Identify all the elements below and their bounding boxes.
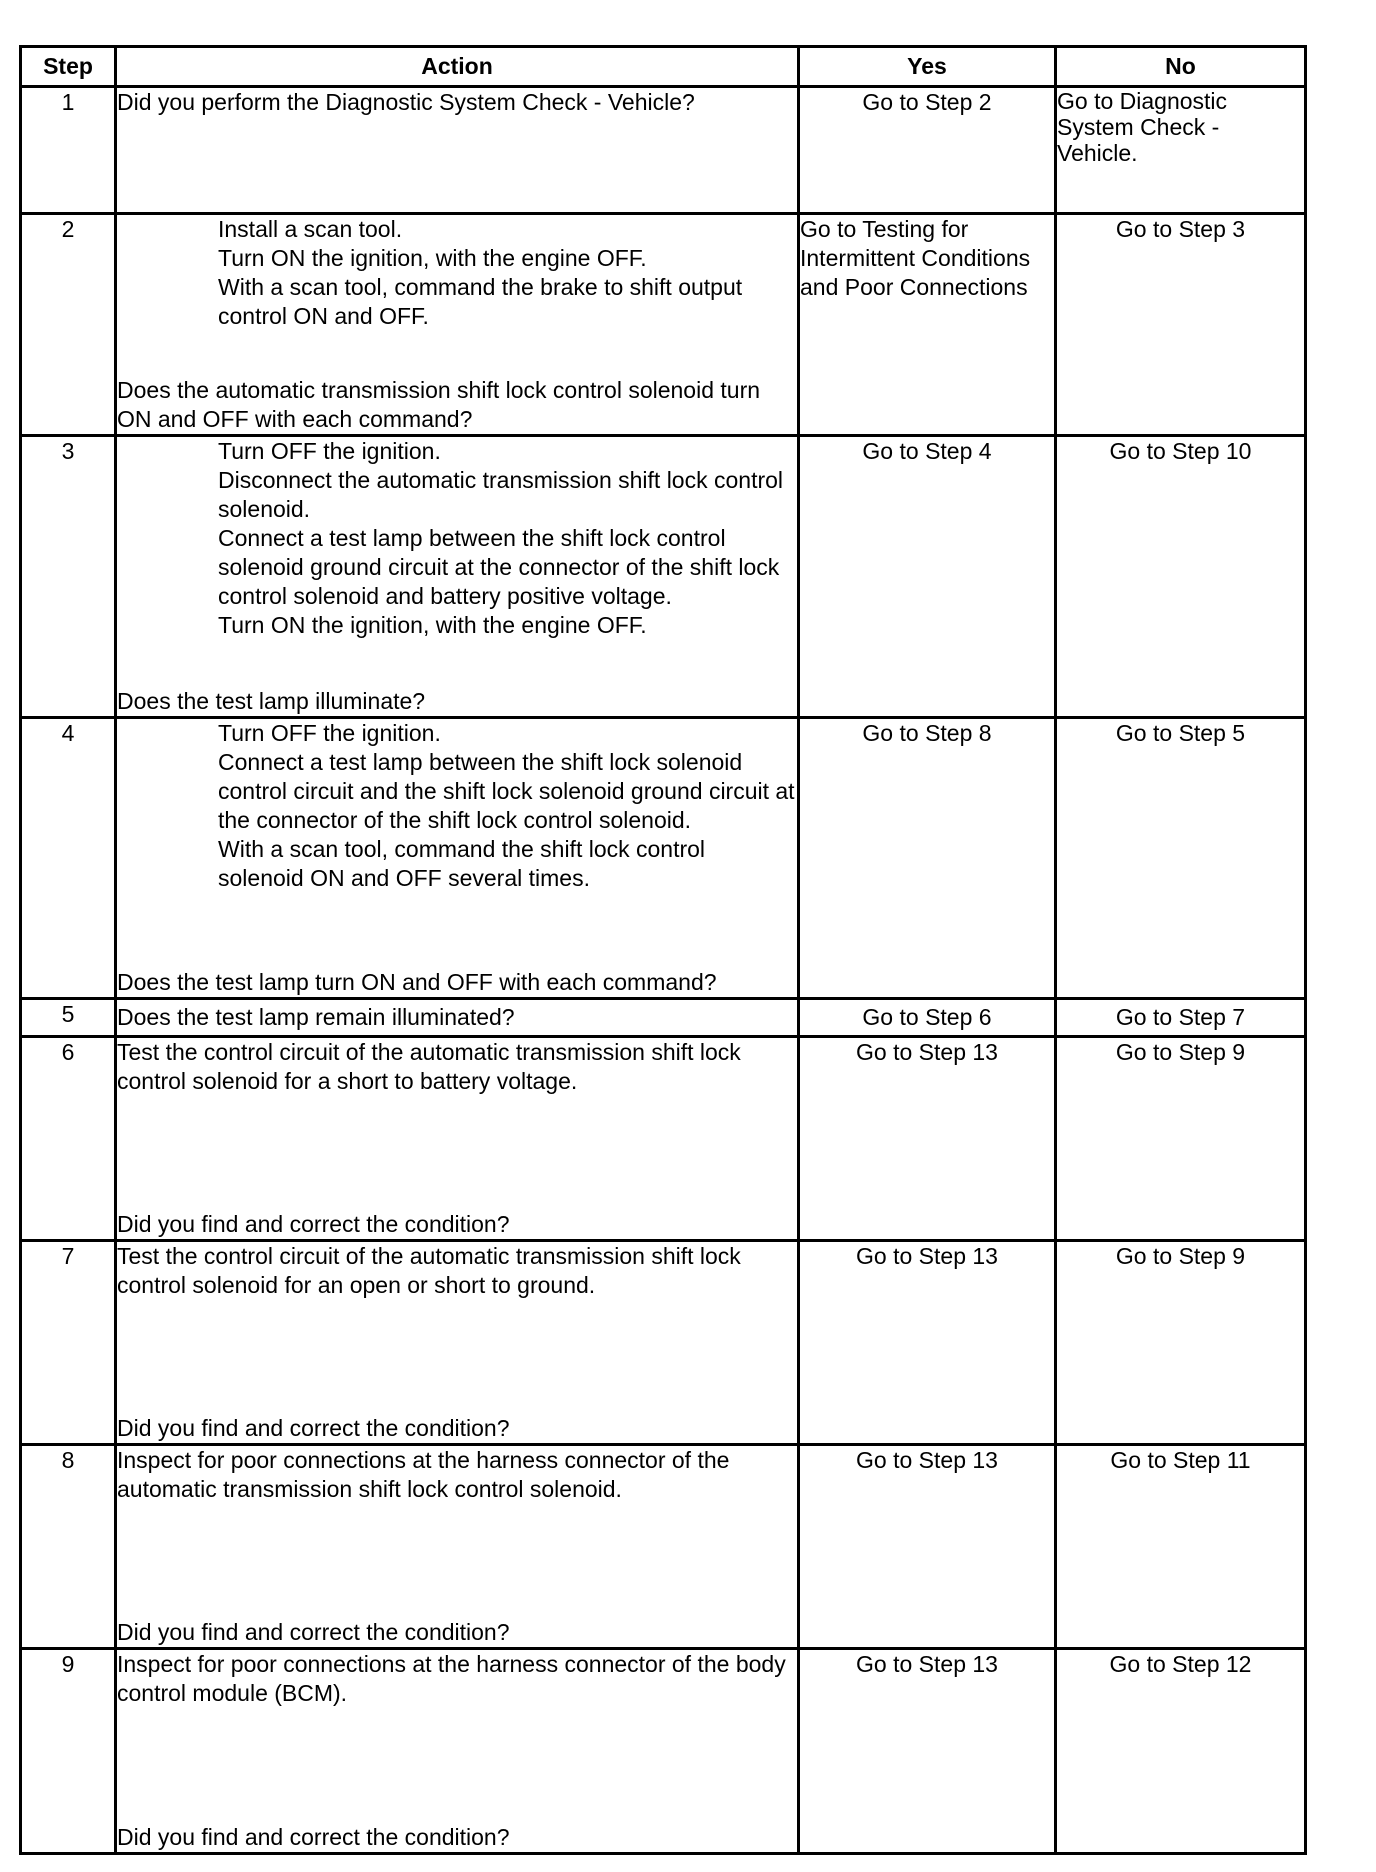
action-cell — [116, 87, 799, 214]
no-result: Go to Step 10 — [1056, 436, 1306, 718]
step-number: 7 — [21, 1241, 116, 1445]
table-row — [21, 87, 1306, 214]
no-result: Go to Diagnostic System Check - Vehicle. — [1056, 87, 1306, 214]
action-cell — [116, 999, 799, 1037]
step-number: 9 — [21, 1649, 116, 1854]
step-number: 1 — [21, 87, 116, 214]
step-number: 3 — [21, 436, 116, 718]
substep: With a scan tool, command the brake to shift output control ON and OFF. — [218, 274, 743, 329]
no-result: Go to Step 9 — [1056, 1241, 1306, 1445]
action-question: Did you find and correct the condition? — [117, 1824, 510, 1850]
substep: Install a scan tool. — [218, 216, 403, 242]
action-description: Test the control circuit of the automatic transmission shift lock control solenoid for an open or short to ground. — [117, 1243, 741, 1298]
no-result: Go to Step 7 — [1056, 999, 1306, 1037]
action-cell — [116, 718, 799, 999]
table-row — [21, 1037, 1306, 1241]
substep-list — [117, 437, 797, 640]
substep: Connect a test lamp between the shift lock solenoid control circuit and the shift lock solenoid ground circuit at the connector of the shift lock control solenoid. — [218, 749, 795, 833]
substep: Disconnect the automatic transmission shift lock control solenoid. — [218, 467, 784, 522]
header-step: Step — [21, 47, 116, 87]
header-action: Action — [116, 47, 799, 87]
yes-result: Go to Step 13 — [799, 1649, 1056, 1854]
step-number: 5 — [21, 999, 116, 1037]
action-question: Did you find and correct the condition? — [117, 1619, 510, 1645]
substep: Turn OFF the ignition. — [218, 438, 441, 464]
substep: Turn OFF the ignition. — [218, 720, 441, 746]
substep: Turn ON the ignition, with the engine OFF. — [218, 245, 647, 271]
table-row — [21, 214, 1306, 436]
substep-list — [117, 719, 797, 893]
yes-result: Go to Step 13 — [799, 1445, 1056, 1649]
step-number: 8 — [21, 1445, 116, 1649]
yes-result: Go to Step 13 — [799, 1241, 1056, 1445]
diagnostic-table — [19, 45, 1307, 1855]
action-question: Did you find and correct the condition? — [117, 1415, 510, 1441]
action-question: Does the automatic transmission shift lock control solenoid turn ON and OFF with each command? — [117, 377, 761, 432]
yes-result: Go to Step 13 — [799, 1037, 1056, 1241]
step-number: 4 — [21, 718, 116, 999]
table-row — [21, 436, 1306, 718]
no-result: Go to Step 11 — [1056, 1445, 1306, 1649]
no-result: Go to Step 9 — [1056, 1037, 1306, 1241]
header-no: No — [1056, 47, 1306, 87]
action-question: Does the test lamp illuminate? — [117, 688, 426, 714]
action-cell — [116, 1037, 799, 1241]
yes-result: Go to Step 4 — [799, 436, 1056, 718]
step-number: 2 — [21, 214, 116, 436]
yes-result: Go to Step 6 — [799, 999, 1056, 1037]
action-cell — [116, 1445, 799, 1649]
action-question: Did you perform the Diagnostic System Check - Vehicle? — [117, 89, 695, 115]
table-row — [21, 999, 1306, 1037]
yes-result: Go to Testing for Intermittent Conditions and Poor Connections — [799, 214, 1056, 436]
action-cell — [116, 1241, 799, 1445]
action-question: Does the test lamp turn ON and OFF with each command? — [117, 969, 717, 995]
yes-result: Go to Step 8 — [799, 718, 1056, 999]
step-number: 6 — [21, 1037, 116, 1241]
no-result: Go to Step 3 — [1056, 214, 1306, 436]
substep: Connect a test lamp between the shift lock control solenoid ground circuit at the connector of the shift lock control solenoid and battery positive voltage. — [218, 525, 780, 609]
table-row — [21, 1445, 1306, 1649]
table-row — [21, 1241, 1306, 1445]
yes-result: Go to Step 2 — [799, 87, 1056, 214]
action-description: Test the control circuit of the automatic transmission shift lock control solenoid for a short to battery voltage. — [117, 1039, 741, 1094]
action-description: Inspect for poor connections at the harness connector of the body control module (BCM). — [117, 1651, 786, 1706]
no-result: Go to Step 12 — [1056, 1649, 1306, 1854]
substep: With a scan tool, command the shift lock control solenoid ON and OFF several times. — [218, 836, 706, 891]
header-yes: Yes — [799, 47, 1056, 87]
action-cell — [116, 1649, 799, 1854]
action-description: Inspect for poor connections at the harness connector of the automatic transmission shift lock control solenoid. — [117, 1447, 730, 1502]
action-cell — [116, 436, 799, 718]
table-row — [21, 1649, 1306, 1854]
no-result: Go to Step 5 — [1056, 718, 1306, 999]
action-question: Does the test lamp remain illuminated? — [117, 1004, 515, 1030]
substep-list — [117, 215, 797, 331]
action-cell — [116, 214, 799, 436]
action-question: Did you find and correct the condition? — [117, 1211, 510, 1237]
substep: Turn ON the ignition, with the engine OFF. — [218, 612, 647, 638]
header-row — [21, 47, 1306, 87]
table-row — [21, 718, 1306, 999]
